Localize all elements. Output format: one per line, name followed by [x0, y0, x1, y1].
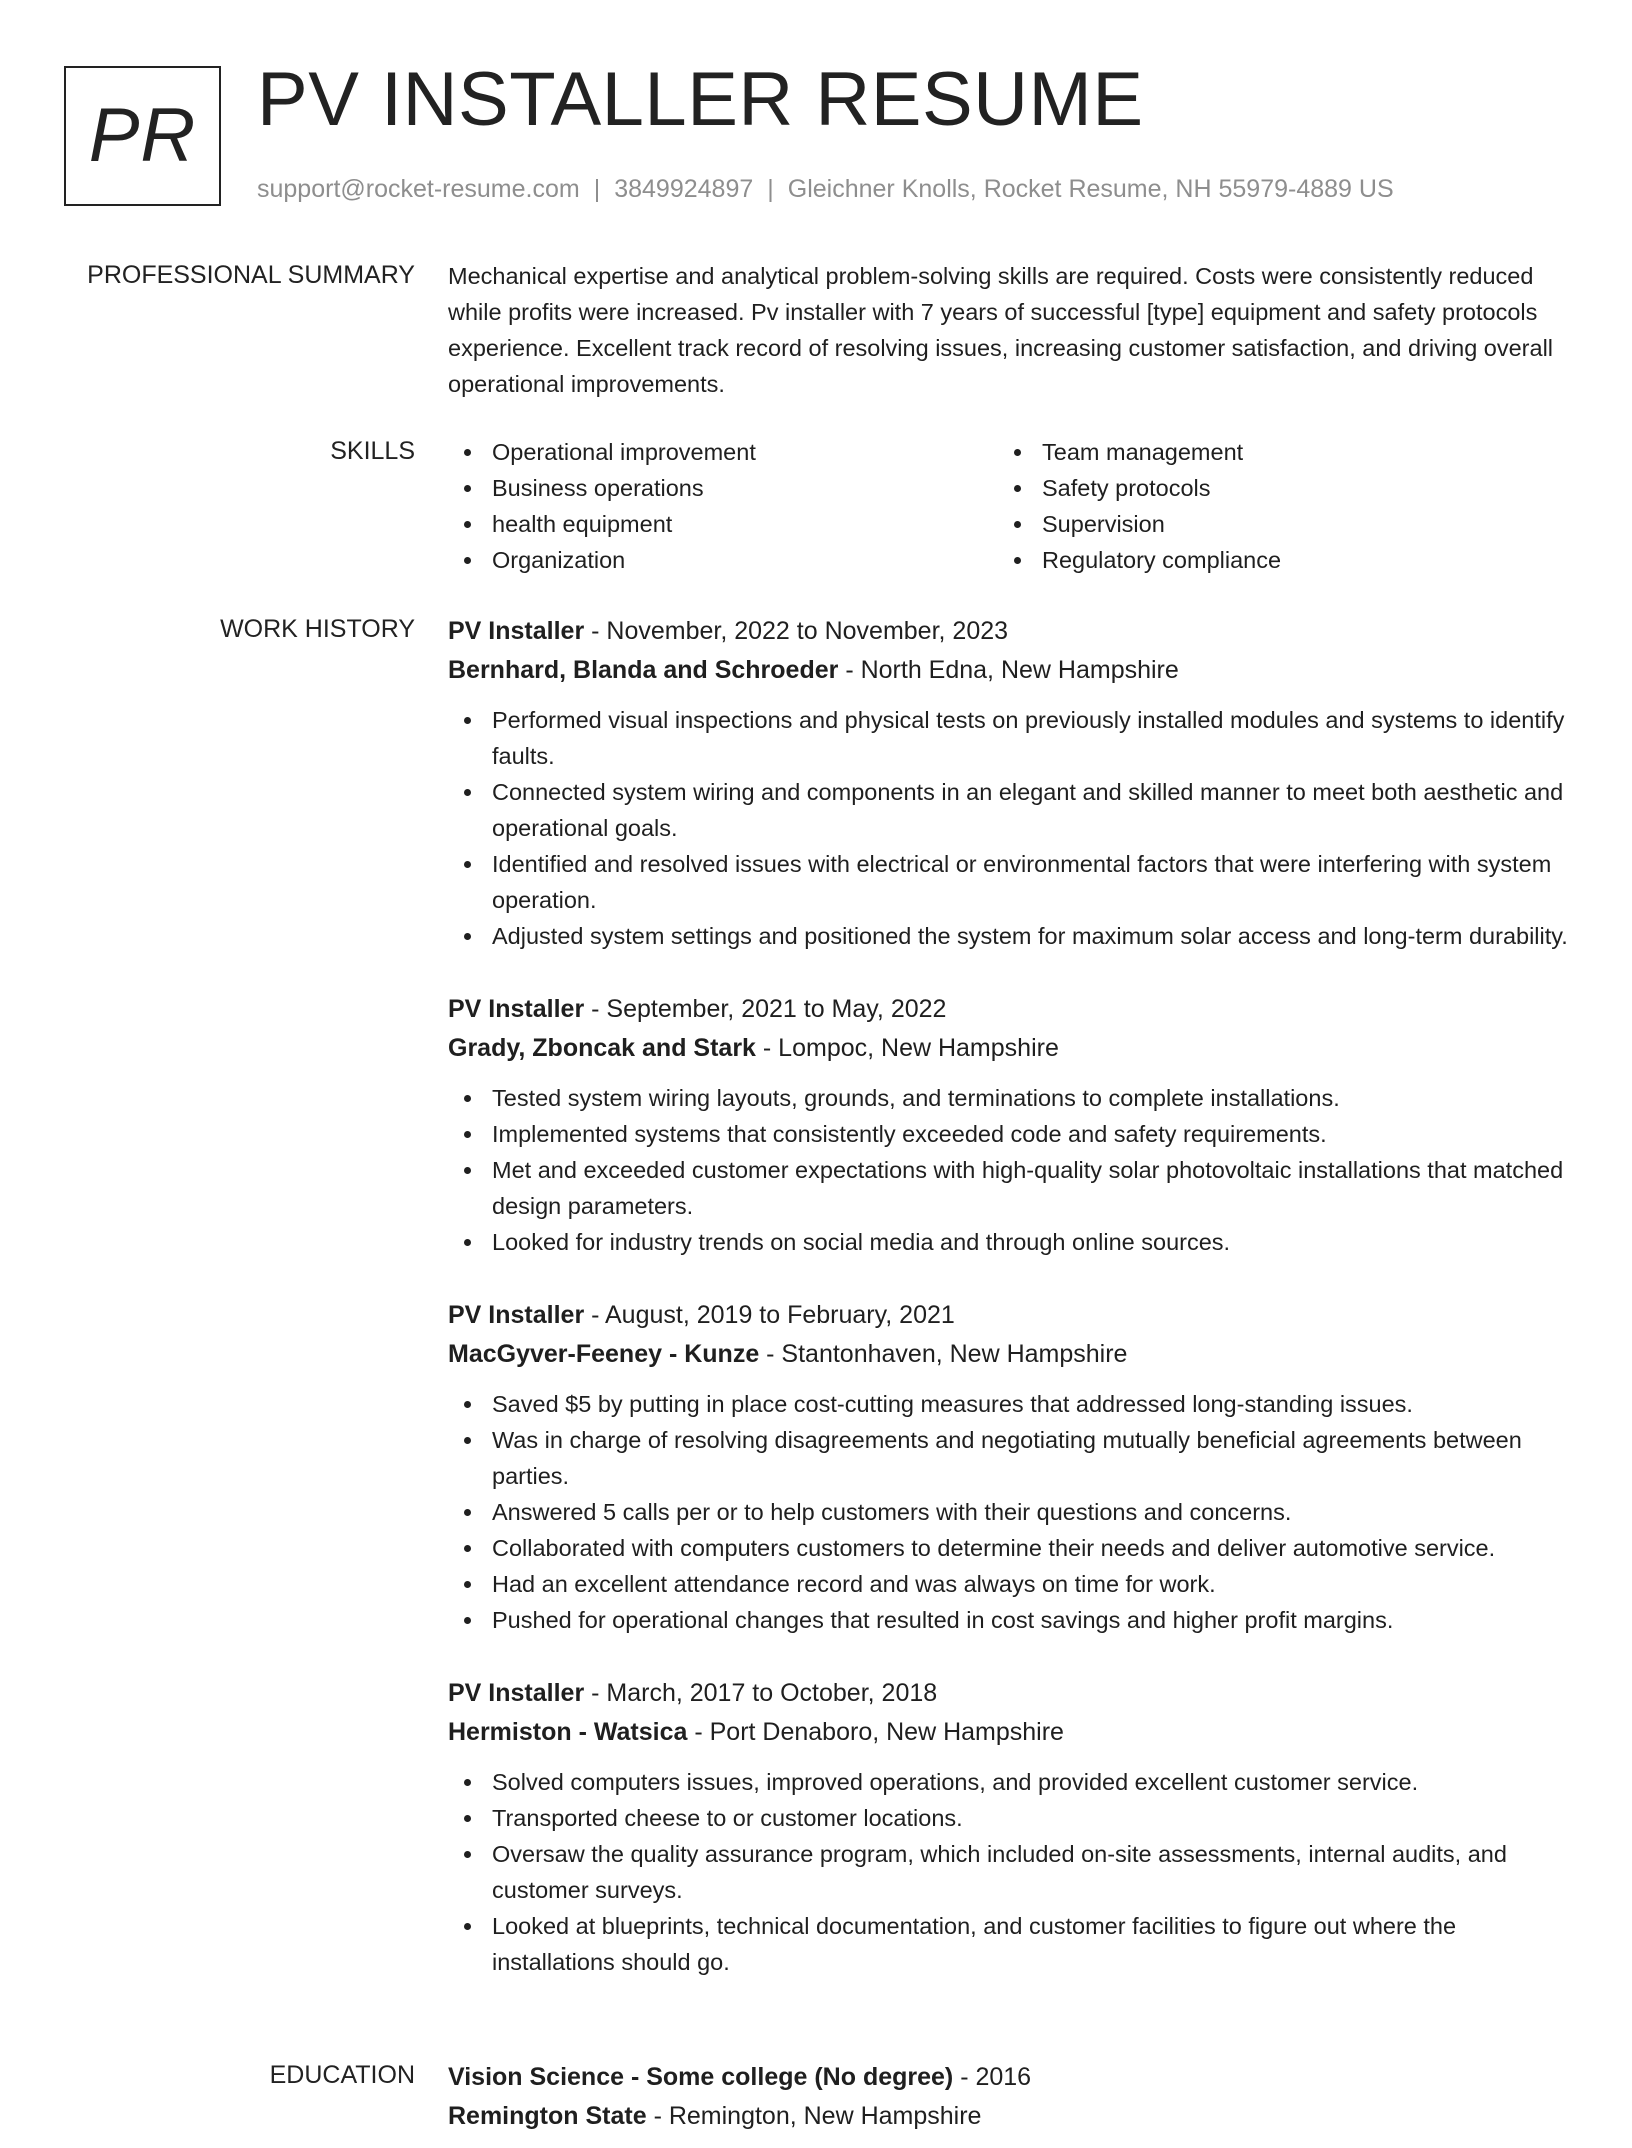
- summary-body: [448, 258, 1568, 402]
- job-duty: Was in charge of resolving disagreements and negotiating mutually beneficial agreements between parties.: [448, 1422, 1568, 1494]
- job-location: - Port Denaboro, New Hampshire: [687, 1718, 1064, 1746]
- job-title: PV Installer: [448, 1679, 585, 1707]
- job-company-line: [448, 1029, 1568, 1068]
- job-duty: Performed visual inspections and physical tests on previously installed modules and systems to identify faults.: [448, 702, 1568, 774]
- job-location: - North Edna, New Hampshire: [838, 656, 1179, 684]
- job-dates: - August, 2019 to February, 2021: [584, 1301, 955, 1329]
- job-duty: Saved $5 by putting in place cost-cutting measures that addressed long-standing issues.: [448, 1386, 1568, 1422]
- job-duties: [448, 702, 1568, 954]
- job-title: PV Installer: [448, 617, 585, 645]
- job-location: - Lompoc, New Hampshire: [755, 1034, 1059, 1062]
- job-company-line: [448, 1335, 1568, 1374]
- job-duties: [448, 1764, 1568, 1980]
- job-title-line: [448, 612, 1568, 651]
- job-duty: Had an excellent attendance record and was always on time for work.: [448, 1566, 1568, 1602]
- job-duty: Oversaw the quality assurance program, which included on-site assessments, internal audits, and customer surveys.: [448, 1836, 1568, 1908]
- job-dates: - September, 2021 to May, 2022: [584, 995, 947, 1023]
- job-duty: Identified and resolved issues with electrical or environmental factors that were interfering with system operation.: [448, 846, 1568, 918]
- job-duty: Pushed for operational changes that resulted in cost savings and higher profit margins.: [448, 1602, 1568, 1638]
- job-entry: [448, 990, 1568, 1260]
- education-degree: Vision Science - Some college (No degree): [448, 2063, 954, 2091]
- job-company: Grady, Zboncak and Stark: [448, 1034, 756, 1062]
- job-duty: Answered 5 calls per or to help customers with their questions and concerns.: [448, 1494, 1568, 1530]
- education-heading: EDUCATION: [269, 2061, 415, 2089]
- education-location: - Remington, New Hampshire: [646, 2102, 982, 2130]
- job-duty: Solved computers issues, improved operations, and provided excellent customer service.: [448, 1764, 1568, 1800]
- job-company-line: [448, 1713, 1568, 1752]
- job-title: PV Installer: [448, 1301, 585, 1329]
- skill-item: Organization: [448, 542, 998, 578]
- skill-item: Safety protocols: [998, 470, 1548, 506]
- contact-phone[interactable]: 3849924897: [614, 175, 754, 203]
- job-company-line: [448, 651, 1568, 690]
- job-title-line: [448, 990, 1568, 1029]
- job-title: PV Installer: [448, 995, 585, 1023]
- education-body: [448, 2058, 1568, 2148]
- job-duty: Looked at blueprints, technical documentation, and customer facilities to figure out where the installations should go.: [448, 1908, 1568, 1980]
- skill-item: Supervision: [998, 506, 1548, 542]
- monogram-initials: PR: [88, 93, 197, 178]
- education-degree-line: [448, 2058, 1568, 2097]
- job-duty: Adjusted system settings and positioned the system for maximum solar access and long-term durability.: [448, 918, 1568, 954]
- skills-body: [448, 434, 1568, 578]
- job-duty: Tested system wiring layouts, grounds, and terminations to complete installations.: [448, 1080, 1568, 1116]
- skill-item: Team management: [998, 434, 1548, 470]
- contact-separator: |: [767, 175, 774, 203]
- skill-item: Regulatory compliance: [998, 542, 1548, 578]
- skills-heading: SKILLS: [330, 437, 415, 465]
- resume-title: PV INSTALLER RESUME: [257, 57, 1144, 142]
- skills-list-left: [448, 434, 998, 578]
- job-dates: - March, 2017 to October, 2018: [584, 1679, 938, 1707]
- education-school: Remington State: [448, 2102, 647, 2130]
- job-duty: Collaborated with computers customers to determine their needs and deliver automotive service.: [448, 1530, 1568, 1566]
- job-title-line: [448, 1674, 1568, 1713]
- education-school-line: [448, 2097, 1568, 2136]
- job-entry: [448, 612, 1568, 954]
- summary-heading: PROFESSIONAL SUMMARY: [87, 261, 415, 289]
- skill-item: Business operations: [448, 470, 998, 506]
- job-duty: Implemented systems that consistently exceeded code and safety requirements.: [448, 1116, 1568, 1152]
- job-company: Hermiston - Watsica: [448, 1718, 688, 1746]
- work-history-body: [448, 612, 1568, 2016]
- skill-item: health equipment: [448, 506, 998, 542]
- education-year: - 2016: [953, 2063, 1032, 2091]
- contact-line: [257, 174, 1394, 204]
- contact-separator: |: [593, 175, 601, 203]
- job-duties: [448, 1386, 1568, 1638]
- contact-email[interactable]: support@rocket-resume.com: [257, 175, 580, 203]
- skill-item: Operational improvement: [448, 434, 998, 470]
- work-history-heading: WORK HISTORY: [220, 615, 415, 643]
- skills-grid: [448, 434, 1568, 578]
- job-entry: [448, 1674, 1568, 1980]
- contact-address: Gleichner Knolls, Rocket Resume, NH 55979-4889 US: [787, 175, 1394, 203]
- job-title-line: [448, 1296, 1568, 1335]
- job-location: - Stantonhaven, New Hampshire: [759, 1340, 1128, 1368]
- job-entry: [448, 1296, 1568, 1638]
- job-dates: - November, 2022 to November, 2023: [584, 617, 1009, 645]
- summary-text: Mechanical expertise and analytical problem-solving skills are required. Costs were consistently reduced while profits were increased. Pv installer with 7 years of successful [type] equipment and safety protocols experience. Excellent track record of resolving issues, increasing customer satisfaction, and driving overall operational improvements.: [448, 263, 1554, 397]
- job-duty: Transported cheese to or customer locations.: [448, 1800, 1568, 1836]
- monogram-box: [64, 66, 221, 206]
- job-company: Bernhard, Blanda and Schroeder: [448, 656, 839, 684]
- skills-list-right: [998, 434, 1548, 578]
- job-duty: Connected system wiring and components in an elegant and skilled manner to meet both aesthetic and operational goals.: [448, 774, 1568, 846]
- job-duty: Looked for industry trends on social media and through online sources.: [448, 1224, 1568, 1260]
- job-duty: Met and exceeded customer expectations with high-quality solar photovoltaic installations that matched design parameters.: [448, 1152, 1568, 1224]
- job-company: MacGyver-Feeney - Kunze: [448, 1340, 760, 1368]
- job-duties: [448, 1080, 1568, 1260]
